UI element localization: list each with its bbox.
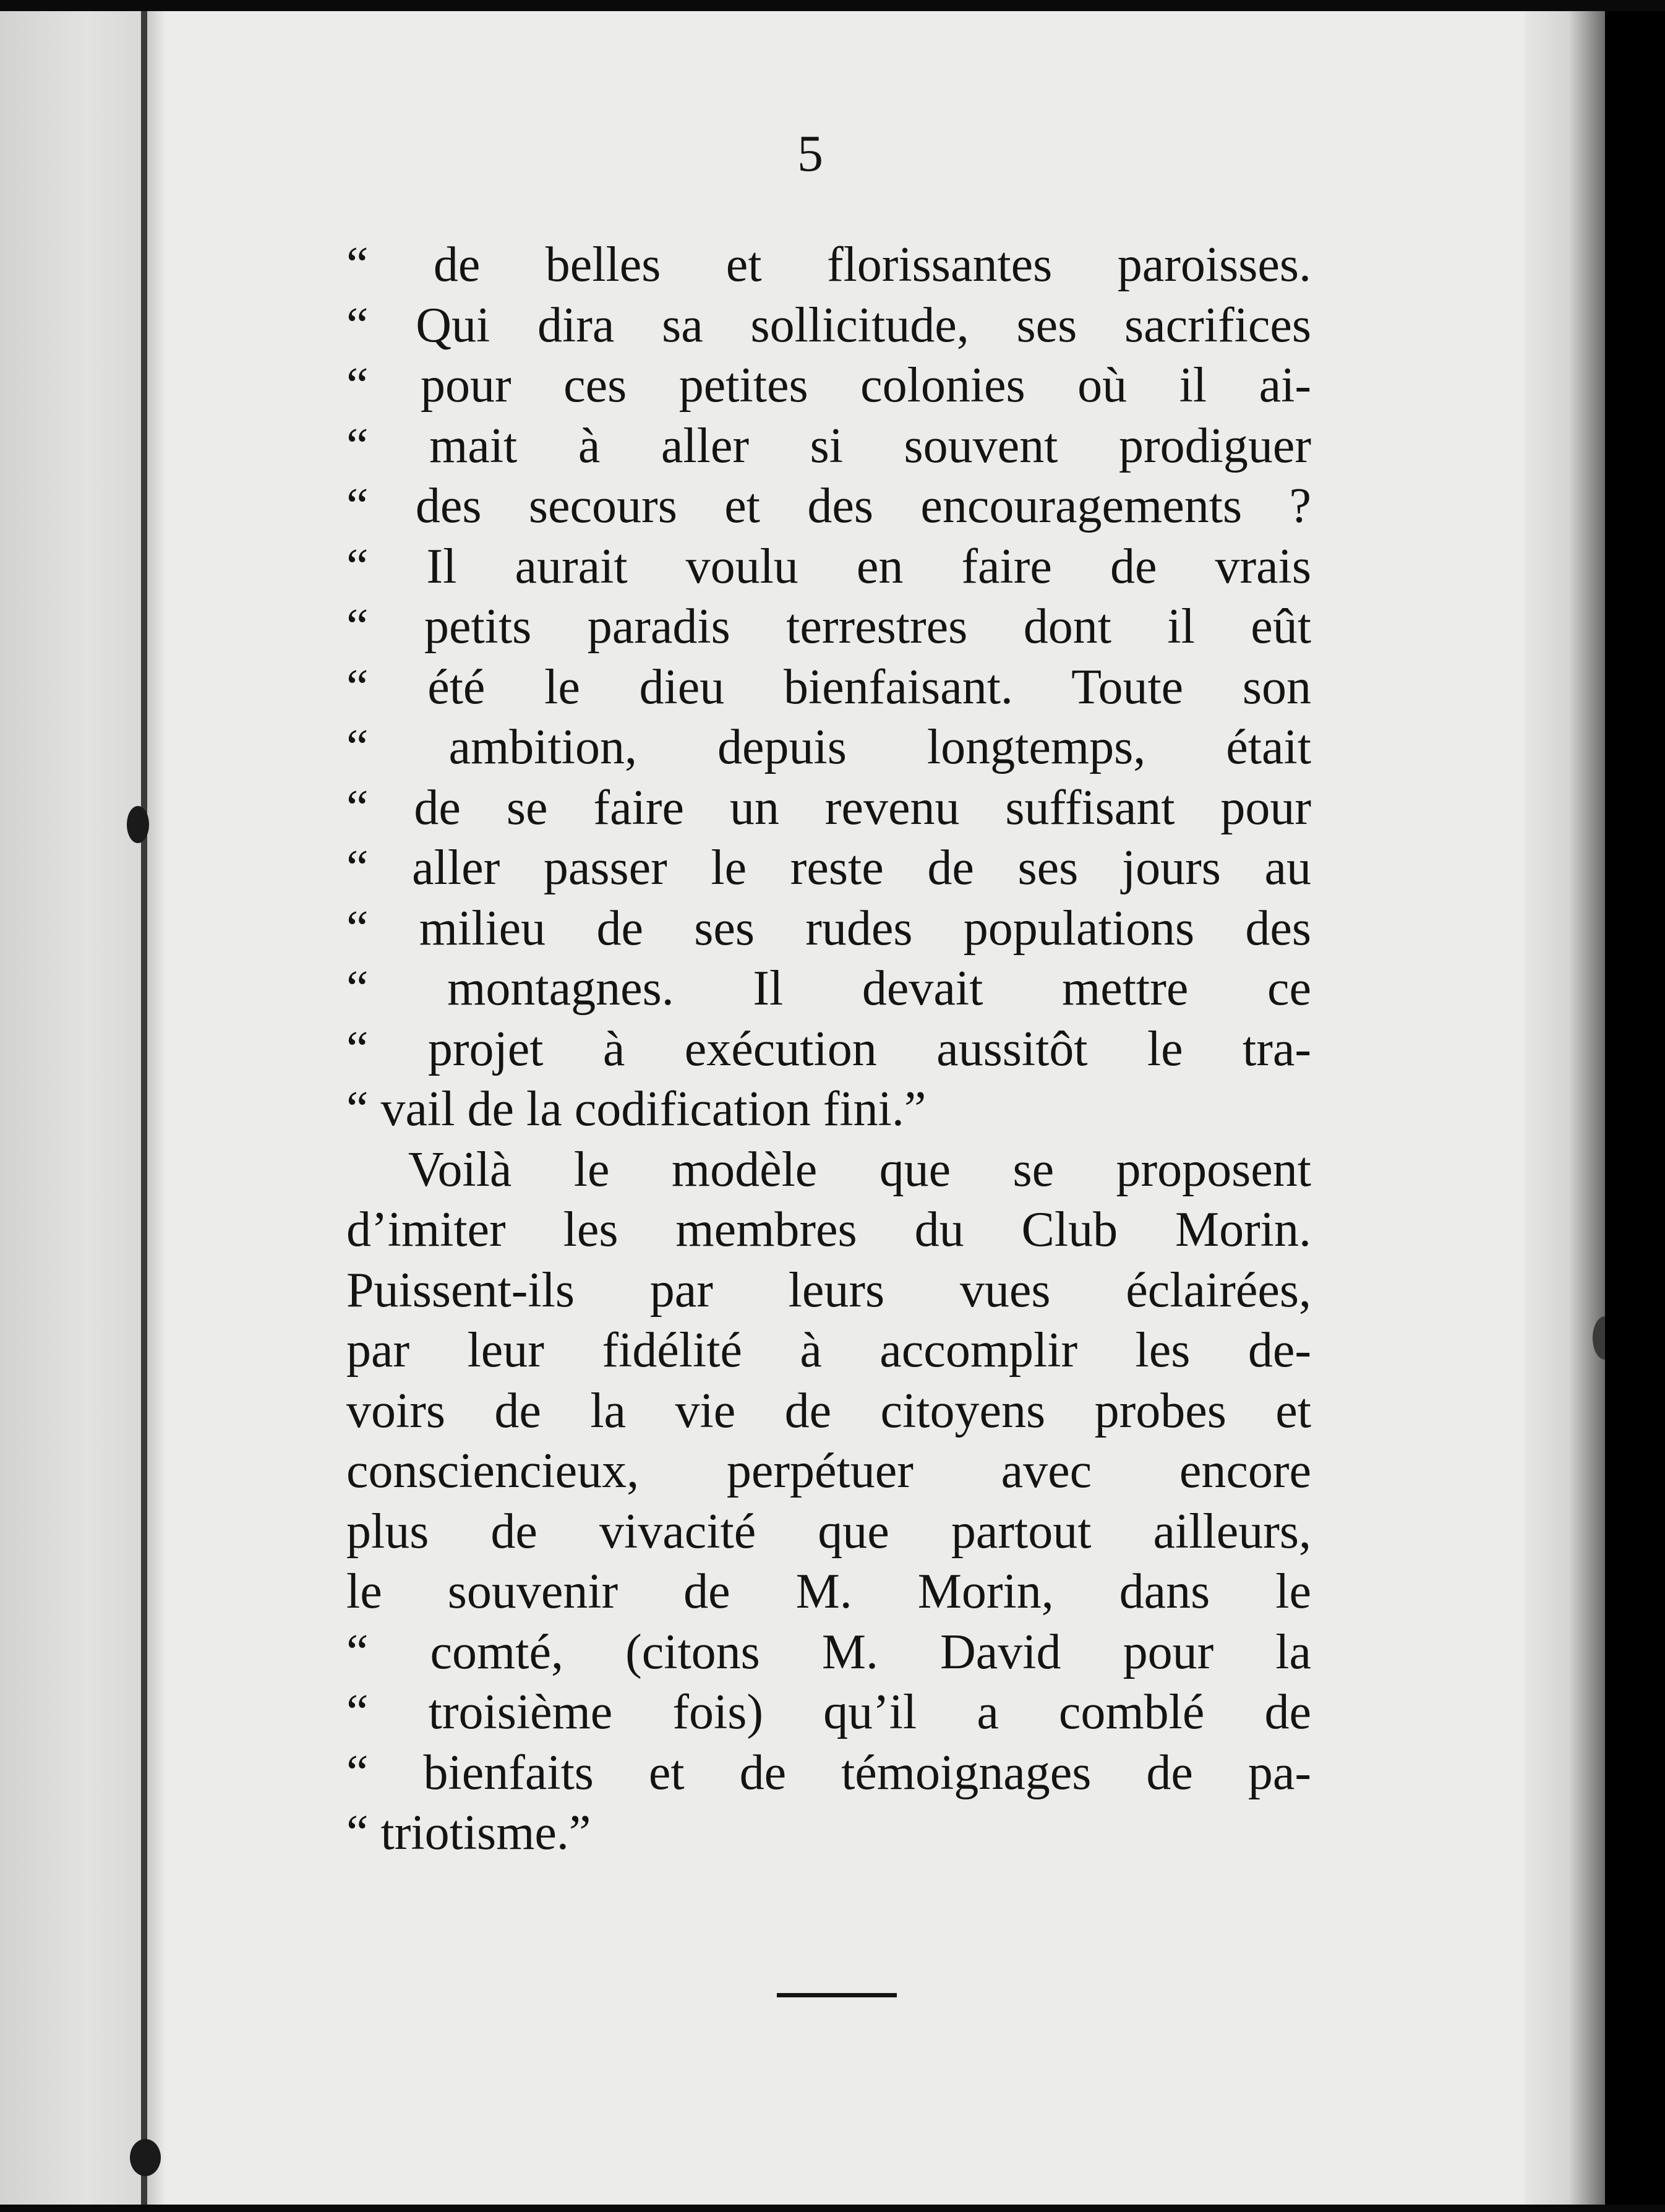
text-line: “ des secours et des encouragements ? bbox=[346, 479, 1311, 533]
text-line: “ comté, (citons M. David pour la bbox=[346, 1624, 1311, 1679]
scan-border-bottom bbox=[0, 2205, 1665, 2212]
text-line: “ Il aurait voulu en faire de vrais bbox=[346, 539, 1311, 594]
body-text bbox=[346, 235, 1311, 1864]
text-line: “ montagnes. Il devait mettre ce bbox=[346, 961, 1311, 1016]
text-line: consciencieux, perpétuer avec encore bbox=[346, 1444, 1311, 1498]
text-line: “ ambition, depuis longtemps, était bbox=[346, 720, 1311, 774]
page-number: 5 bbox=[797, 125, 823, 182]
text-line: “ mait à aller si souvent prodiguer bbox=[346, 418, 1311, 473]
ink-smudge bbox=[127, 806, 149, 843]
text-line: “ milieu de ses rudes populations des bbox=[346, 901, 1311, 956]
text-line: “ Qui dira sa sollicitude, ses sacrifices bbox=[346, 298, 1311, 353]
text-line: Puissent-ils par leurs vues éclairées, bbox=[346, 1262, 1311, 1318]
text-line: “ bienfaits et de témoignages de pa- bbox=[346, 1745, 1311, 1800]
text-line: “ de belles et florissantes paroisses. bbox=[346, 238, 1311, 292]
text-line: “ projet à exécution aussitôt le tra- bbox=[346, 1021, 1311, 1076]
binding-shadow bbox=[147, 11, 166, 2206]
ink-smudge bbox=[130, 2139, 161, 2176]
text-line: voirs de la vie de citoyens probes et bbox=[346, 1383, 1311, 1438]
text-line: “ vail de la codification fini.” bbox=[346, 1082, 927, 1136]
text-line: “ pour ces petites colonies où il ai- bbox=[346, 358, 1311, 413]
text-line: “ aller passer le reste de ses jours au bbox=[346, 841, 1311, 895]
binding-fold bbox=[141, 11, 147, 2206]
text-line: “ de se faire un revenu suffisant pour bbox=[346, 780, 1311, 835]
text-line: “ été le dieu bienfaisant. Toute son bbox=[346, 659, 1311, 714]
text-line: le souvenir de M. Morin, dans le bbox=[346, 1564, 1311, 1619]
text-line: “ troisième fois) qu’il a comblé de bbox=[346, 1685, 1311, 1739]
paragraph-first-line: Voilà le modèle que se proposent bbox=[408, 1142, 1311, 1197]
section-rule bbox=[777, 1993, 897, 1997]
book-spine bbox=[0, 11, 143, 2206]
text-line: “ petits paradis terrestres dont il eût bbox=[346, 599, 1311, 654]
text-line: d’imiter les membres du Club Morin. bbox=[346, 1202, 1311, 1257]
text-line: “ triotisme.” bbox=[346, 1806, 591, 1860]
scan-border-top bbox=[0, 0, 1665, 11]
text-line: par leur fidélité à accomplir les de- bbox=[346, 1323, 1311, 1378]
text-line: plus de vivacité que partout ailleurs, bbox=[346, 1504, 1311, 1559]
page-edge bbox=[1525, 11, 1605, 2206]
